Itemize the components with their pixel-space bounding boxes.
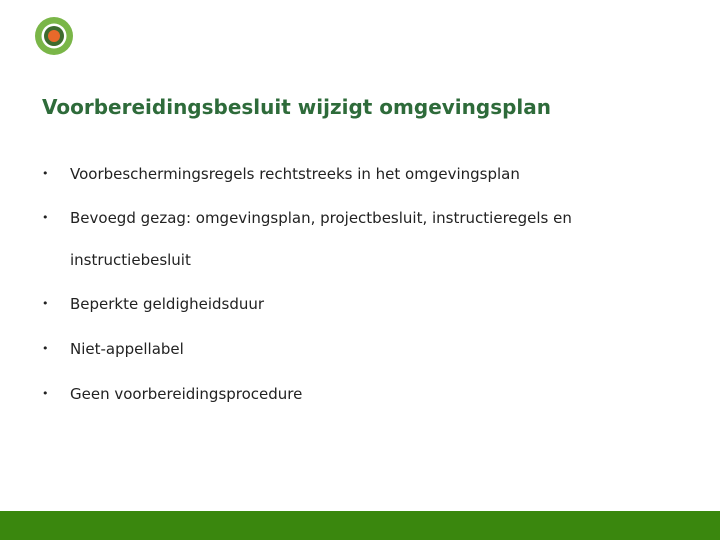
bullet-line: Bevoegd gezag: omgevingsplan, projectbesluit, instructieregels en [70, 209, 572, 227]
bullet-text [70, 338, 184, 360]
bullet-text [70, 207, 572, 271]
footer-bar [0, 511, 720, 540]
bullet-marker: • [42, 167, 49, 180]
bullet-text [70, 163, 520, 185]
logo-icon [34, 16, 74, 56]
bullet-text [70, 293, 264, 315]
bullet-marker: • [42, 387, 49, 400]
bullet-text [70, 383, 302, 405]
bullet-line: Beperkte geldigheidsduur [70, 295, 265, 313]
bullet-line: Niet-appellabel [70, 340, 184, 358]
bullet-line: instructiebesluit [70, 251, 191, 269]
bullet-marker: • [42, 211, 49, 224]
bullet-marker: • [42, 342, 49, 355]
bullet-line: Geen voorbereidingsprocedure [70, 385, 303, 403]
slide-title: Voorbereidingsbesluit wijzigt omgevingsplan [42, 95, 552, 119]
bullet-marker: • [42, 297, 49, 310]
bullet-line: Voorbeschermingsregels rechtstreeks in het omgevingsplan [70, 165, 520, 183]
